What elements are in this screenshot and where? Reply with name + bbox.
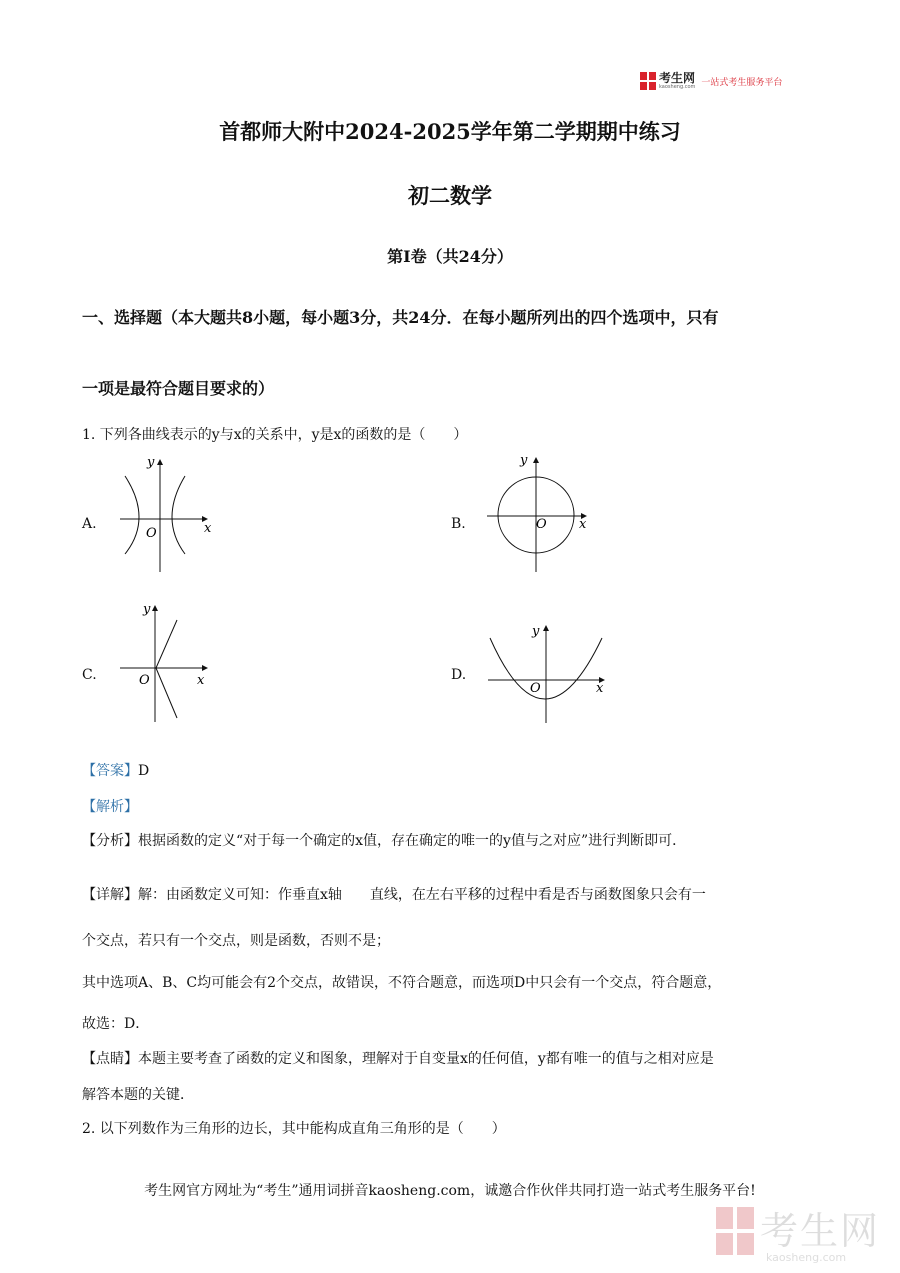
analysis-comment-line1: 【点睛】本题主要考查了函数的定义和图象，理解对于自变量x的任何值，y都有唯一的值与之相对应是 bbox=[82, 1051, 714, 1067]
analysis-detail-line1: 【详解】解：由函数定义可知：作垂直x轴 直线，在左右平移的过程中看是否与函数图象只会有一 bbox=[82, 887, 706, 903]
option-d-label: D. bbox=[451, 667, 467, 683]
kaosheng-logo-icon bbox=[640, 72, 656, 90]
watermark bbox=[716, 1207, 880, 1264]
y-axis-label: y bbox=[143, 602, 151, 617]
watermark-logo-icon bbox=[716, 1207, 754, 1255]
origin-label: O bbox=[139, 673, 150, 688]
origin-label: O bbox=[530, 681, 541, 696]
watermark-domain: kaosheng.com bbox=[766, 1251, 847, 1264]
logo-text: 考生网 bbox=[659, 71, 696, 85]
hyperbola-left-branch bbox=[125, 476, 139, 554]
origin-label: O bbox=[536, 517, 547, 532]
analysis-fenxi: 【分析】根据函数的定义“对于每一个确定的x值，存在确定的唯一的y值与之对应”进行判断即可． bbox=[82, 833, 687, 849]
analysis-tag: 【解析】 bbox=[82, 799, 138, 815]
x-axis-label: x bbox=[579, 517, 587, 532]
y-axis-label: y bbox=[147, 455, 155, 470]
exam-title: 首都师大附中2024-2025学年第二学期期中练习 bbox=[219, 119, 681, 144]
logo-slogan: 一站式考生服务平台 bbox=[701, 77, 783, 88]
x-axis-label: x bbox=[204, 521, 212, 536]
ray-upper bbox=[156, 620, 177, 668]
logo-domain: kaosheng.com bbox=[659, 84, 696, 90]
logo-wordmark bbox=[659, 72, 695, 90]
analysis-detail-line3: 其中选项A、B、C均可能会有2个交点，故错误，不符合题意，而选项D中只会有一个交点，符合题意， bbox=[82, 975, 722, 991]
option-c-graph bbox=[115, 598, 215, 724]
option-b-graph bbox=[482, 448, 597, 576]
x-axis-label: x bbox=[596, 681, 604, 696]
answer-row bbox=[82, 760, 149, 780]
analysis-detail-line4: 故选：D． bbox=[82, 1016, 150, 1032]
hyperbola-right-branch bbox=[172, 476, 185, 554]
origin-label: O bbox=[146, 526, 157, 541]
analysis-comment-line2: 解答本题的关键． bbox=[82, 1087, 194, 1103]
analysis-detail-line2: 个交点，若只有一个交点，则是函数，否则不是； bbox=[82, 933, 390, 949]
section-heading-line2: 一项是最符合题目要求的） bbox=[82, 379, 275, 398]
x-axis-label: x bbox=[197, 673, 205, 688]
watermark-text: 考生网 bbox=[760, 1209, 881, 1253]
answer-value: D bbox=[138, 763, 150, 779]
y-axis-label: y bbox=[532, 624, 540, 639]
brand-logo bbox=[640, 72, 782, 90]
exam-subject: 初二数学 bbox=[408, 183, 492, 208]
option-a-label: A. bbox=[82, 516, 97, 532]
option-c-label: C. bbox=[82, 667, 97, 683]
question-1-stem: 1. 下列各曲线表示的y与x的关系中，y是x的函数的是（ ） bbox=[82, 427, 468, 443]
ray-lower bbox=[156, 668, 177, 718]
volume-heading: 第Ⅰ卷（共24分） bbox=[387, 247, 513, 266]
option-d-graph bbox=[484, 620, 609, 724]
option-b-label: B. bbox=[451, 516, 466, 532]
option-a-graph bbox=[115, 448, 225, 576]
section-heading-line1: 一、选择题（本大题共8小题，每小题3分，共24分．在每小题所列出的四个选项中，只有 bbox=[82, 308, 719, 327]
question-2-stem: 2. 以下列数作为三角形的边长，其中能构成直角三角形的是（ ） bbox=[82, 1121, 506, 1137]
page-footer: 考生网官方网址为“考生”通用词拼音kaosheng.com，诚邀合作伙伴共同打造一站式考生服务平台! bbox=[144, 1183, 756, 1199]
y-axis-label: y bbox=[520, 453, 528, 468]
answer-tag: 【答案】 bbox=[82, 763, 138, 779]
